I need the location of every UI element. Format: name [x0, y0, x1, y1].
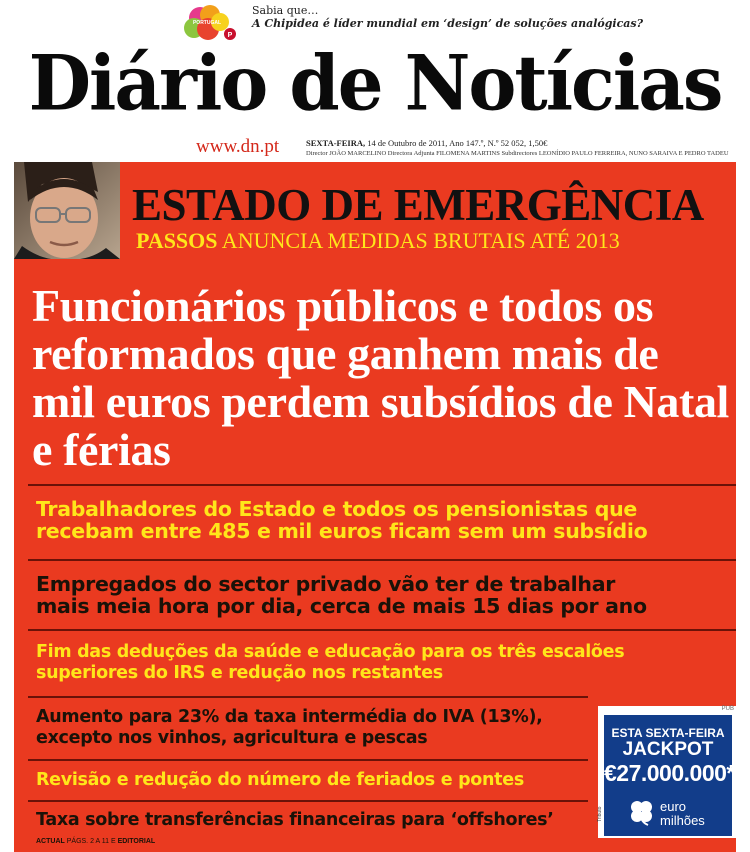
- sub-kicker-name: PASSOS: [136, 228, 218, 253]
- dateline-details: 14 de Outubro de 2011, Ano 147.º, N.º 52 052, 1,50€: [365, 138, 548, 148]
- news-item-line: Revisão e redução do número de feriados e pontes: [36, 770, 524, 790]
- news-item: [36, 707, 543, 749]
- promo-line-2: A Chipideа é líder mundial em ‘design’ de soluções analógicas?: [252, 17, 644, 30]
- news-item-line: recebam entre 485 e mil euros ficam sem um subsídio: [36, 519, 648, 543]
- pages-label: PÁGS. 2 A 11 E: [64, 838, 118, 845]
- ad-side-note: Tributo: [597, 806, 603, 822]
- divider: [28, 800, 588, 802]
- news-item: [36, 770, 524, 791]
- dateline: [306, 138, 746, 148]
- divider: [28, 759, 588, 761]
- editorial-label: EDITORIAL: [117, 838, 156, 845]
- page-reference: [36, 838, 155, 845]
- ad-line-2: JACKPOT: [622, 739, 714, 760]
- website-link[interactable]: www.dn.pt: [196, 136, 280, 157]
- news-item-line: Aumento para 23% da taxa intermédia do IVA (13%),: [36, 707, 543, 727]
- ad-tag: PUB: [721, 706, 734, 712]
- sub-kicker-text: ANUNCIA MEDIDAS BRUTAIS ATÉ 2013: [217, 228, 620, 253]
- svg-text:P: P: [227, 32, 233, 39]
- dateline-day: SEXTA-FEIRA,: [306, 138, 366, 148]
- staff-credits: Director JOÃO MARCELINO Directora Adjunta FILOMENA MARTINS Subdirectores LEONÍDIO PAULO FERREIRA, NUNO SARAIVA E PEDRO TADEU: [306, 150, 729, 157]
- euromillions-clover-icon: [626, 797, 656, 827]
- main-headline: Funcionários públicos e todos os reformados que ganhem mais de mil euros perdem subsídios de Natal e férias: [32, 280, 729, 475]
- portugal-brand-logo: [180, 4, 248, 42]
- front-page-body: [14, 162, 736, 852]
- divider: [28, 696, 588, 698]
- sub-kicker: [136, 229, 620, 253]
- news-item-line: Trabalhadores do Estado e todos os pensionistas que: [36, 497, 637, 521]
- divider: [28, 629, 736, 631]
- euromillions-ad[interactable]: [598, 706, 736, 838]
- news-item-line: Taxa sobre transferências financeiras para ‘offshores’: [36, 810, 554, 830]
- newspaper-masthead: Diário de Notícias: [28, 37, 722, 128]
- ad-brand-line-2: milhões: [660, 813, 705, 828]
- news-item-line: excepto nos vinhos, agricultura e pescas: [36, 728, 428, 748]
- ad-panel: [604, 715, 735, 836]
- news-item-line: Fim das deduções da saúde e educação para os três escalões: [36, 642, 625, 662]
- news-item: [36, 642, 624, 684]
- promo-text: [252, 4, 643, 30]
- svg-text:PORTUGAL: PORTUGAL: [192, 20, 222, 26]
- portrait-photo: [14, 162, 120, 259]
- divider: [28, 559, 736, 561]
- ad-line-1: ESTA SEXTA-FEIRA: [611, 726, 725, 740]
- ad-brand-line-1: euro: [660, 799, 687, 814]
- news-item: [36, 573, 647, 617]
- section-label: ACTUAL: [36, 838, 65, 845]
- news-item-line: superiores do IRS e redução nos restantes: [36, 663, 443, 683]
- news-item-line: mais meia hora por dia, cerca de mais 15 dias por ano: [36, 594, 647, 618]
- news-item: [36, 810, 554, 831]
- kicker-headline: ESTADO DE EMERGÊNCIA: [132, 180, 704, 230]
- ad-jackpot-amount: €27.000.000*: [604, 760, 735, 786]
- news-item: [36, 498, 647, 542]
- promo-line-1: Sabia que…: [252, 4, 319, 17]
- news-item-line: Empregados do sector privado vão ter de trabalhar: [36, 572, 616, 596]
- divider: [28, 484, 736, 486]
